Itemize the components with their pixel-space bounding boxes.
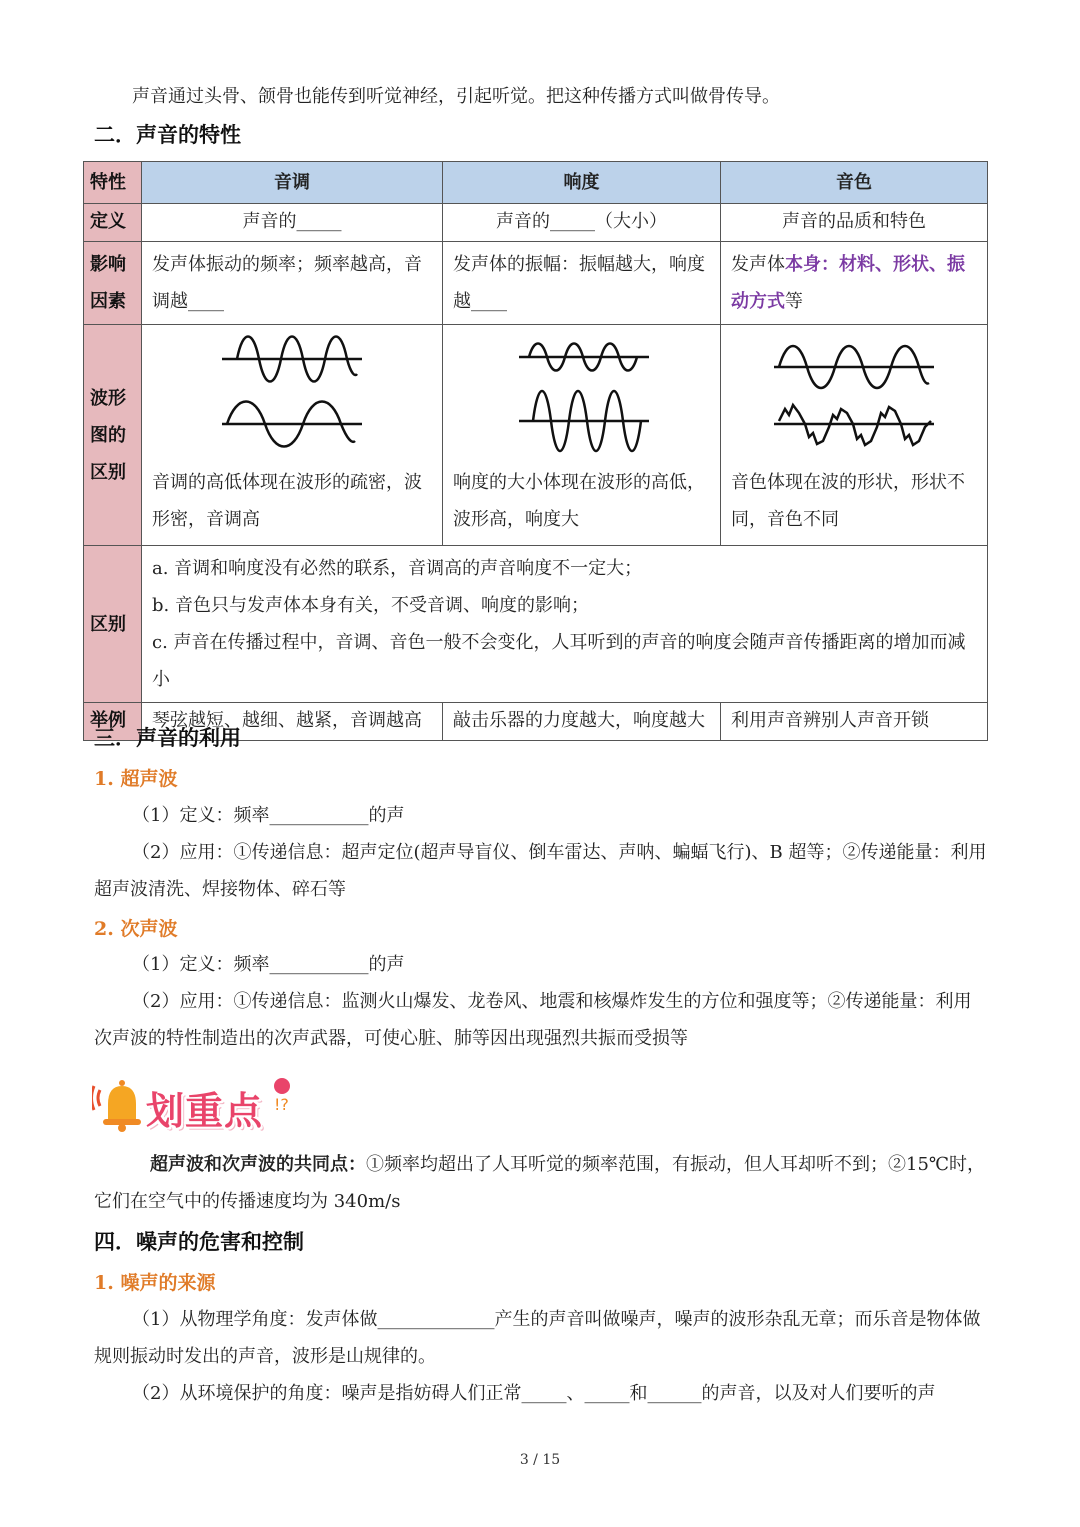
- factors-timbre: [721, 242, 988, 325]
- row-label-factors: 影响因素: [84, 242, 142, 325]
- infrasound-definition: （1）定义：频率___________的声: [132, 954, 405, 975]
- waveform-loudness-text: 响度的大小体现在波形的高低，波形高，响度大: [453, 472, 705, 530]
- sound-properties-table: [83, 161, 988, 741]
- bell-icon: [92, 1074, 152, 1134]
- timbre-waveform-icon: [769, 329, 939, 464]
- row-label-examples: 举例: [84, 703, 142, 741]
- table-row-factors: [84, 242, 988, 325]
- difference-b: b. 音色只与发声体本身有关，不受音调、响度的影响；: [152, 595, 589, 616]
- table-row-difference: [84, 546, 988, 703]
- waveform-timbre-text: 音色体现在波的形状，形状不同，音色不同: [731, 472, 965, 530]
- loudness-waveform-icon: [507, 329, 657, 464]
- noise-source-title: 1. 噪声的来源: [94, 1272, 216, 1294]
- page-number: 3 / 15: [519, 1452, 561, 1468]
- table-row-definition: [84, 204, 988, 242]
- factors-loudness: 发声体的振幅：振幅越大，响度越____: [443, 242, 721, 325]
- row-label-difference: 区别: [84, 546, 142, 703]
- factors-timbre-highlight: 本身：材料、形状、振动方式: [731, 254, 965, 312]
- noise-environment-paragraph: （2）从环境保护的角度：噪声是指妨碍人们正常_____、_____和______的声音，以及对人们要听的声: [132, 1383, 936, 1404]
- difference-a: a. 音调和响度没有必然的联系，音调高的声音响度不一定大；: [152, 558, 643, 579]
- section-4-title: 四．噪声的危害和控制: [94, 1229, 304, 1254]
- key-point-heading: 超声波和次声波的共同点：: [150, 1154, 366, 1175]
- infrasound-application: （2）应用：①传递信息：监测火山爆发、龙卷风、地震和核爆炸发生的方位和强度等；②传递能量：利用次声波的特性制造出的次声武器，可使心脏、肺等因出现强烈共振而受损等: [94, 991, 972, 1049]
- key-point-paragraph: [94, 1146, 988, 1220]
- key-point-label: 划重点: [146, 1089, 264, 1133]
- difference-c: c. 声音在传播过程中，音调、音色一般不会变化，人耳听到的声音的响度会随声音传播距离的增加而减小: [152, 632, 966, 690]
- table-row-waveform: [84, 325, 988, 546]
- examples-timbre: 利用声音辨别人声音开锁: [721, 703, 988, 741]
- infrasound-title: 2. 次声波: [94, 918, 178, 940]
- difference-cell: [142, 546, 988, 703]
- waveform-timbre-cell: [721, 325, 988, 546]
- key-point-badge: [92, 1074, 302, 1134]
- factors-pitch: 发声体振动的频率；频率越高，音调越____: [142, 242, 443, 325]
- factors-timbre-suffix: 等: [785, 291, 803, 312]
- examples-loudness: 敲击乐器的力度越大，响度越大: [443, 703, 721, 741]
- pitch-waveform-icon: [217, 329, 367, 464]
- waveform-pitch-text: 音调的高低体现在波形的疏密，波形密，音调高: [152, 472, 422, 530]
- waveform-loudness-cell: [443, 325, 721, 546]
- noise-physics-paragraph: （1）从物理学角度：发声体做_____________产生的声音叫做噪声，噪声的波形杂乱无章；而乐音是物体做规则振动时发出的声音，波形是山规律的。: [94, 1309, 981, 1367]
- header-property: 特性: [84, 162, 142, 204]
- header-loudness: 响度: [443, 162, 721, 204]
- ultrasound-application: （2）应用：①传递信息：超声定位(超声导盲仪、倒车雷达、声呐、蝙蝠飞行)、B 超等；②传递能量：利用超声波清洗、焊接物体、碎石等: [94, 842, 987, 900]
- key-point-text: ①频率均超出了人耳听觉的频率范围，有振动，但人耳却听不到；②15℃时，它们在空气中的传播速度均为 340m/s: [94, 1154, 986, 1212]
- definition-pitch: 声音的_____: [142, 204, 443, 242]
- examples-pitch: 琴弦越短、越细、越紧，音调越高: [142, 703, 443, 741]
- section-3-title: 三．声音的利用: [94, 725, 241, 750]
- section-2-title: 二．声音的特性: [94, 122, 241, 147]
- ultrasound-title: 1. 超声波: [94, 768, 178, 790]
- header-pitch: 音调: [142, 162, 443, 204]
- ultrasound-definition: （1）定义：频率___________的声: [132, 805, 405, 826]
- sparkle-icon: [268, 1076, 298, 1116]
- definition-timbre: 声音的品质和特色: [721, 204, 988, 242]
- table-header-row: [84, 162, 988, 204]
- definition-loudness: 声音的_____（大小）: [443, 204, 721, 242]
- svg-text:!?: !?: [274, 1095, 289, 1114]
- row-label-definition: 定义: [84, 204, 142, 242]
- waveform-pitch-cell: [142, 325, 443, 546]
- factors-timbre-prefix: 发声体: [731, 254, 785, 275]
- intro-paragraph: 声音通过头骨、颌骨也能传到听觉神经，引起听觉。把这种传播方式叫做骨传导。: [132, 86, 780, 107]
- row-label-waveform: 波形图的区别: [84, 325, 142, 546]
- header-timbre: 音色: [721, 162, 988, 204]
